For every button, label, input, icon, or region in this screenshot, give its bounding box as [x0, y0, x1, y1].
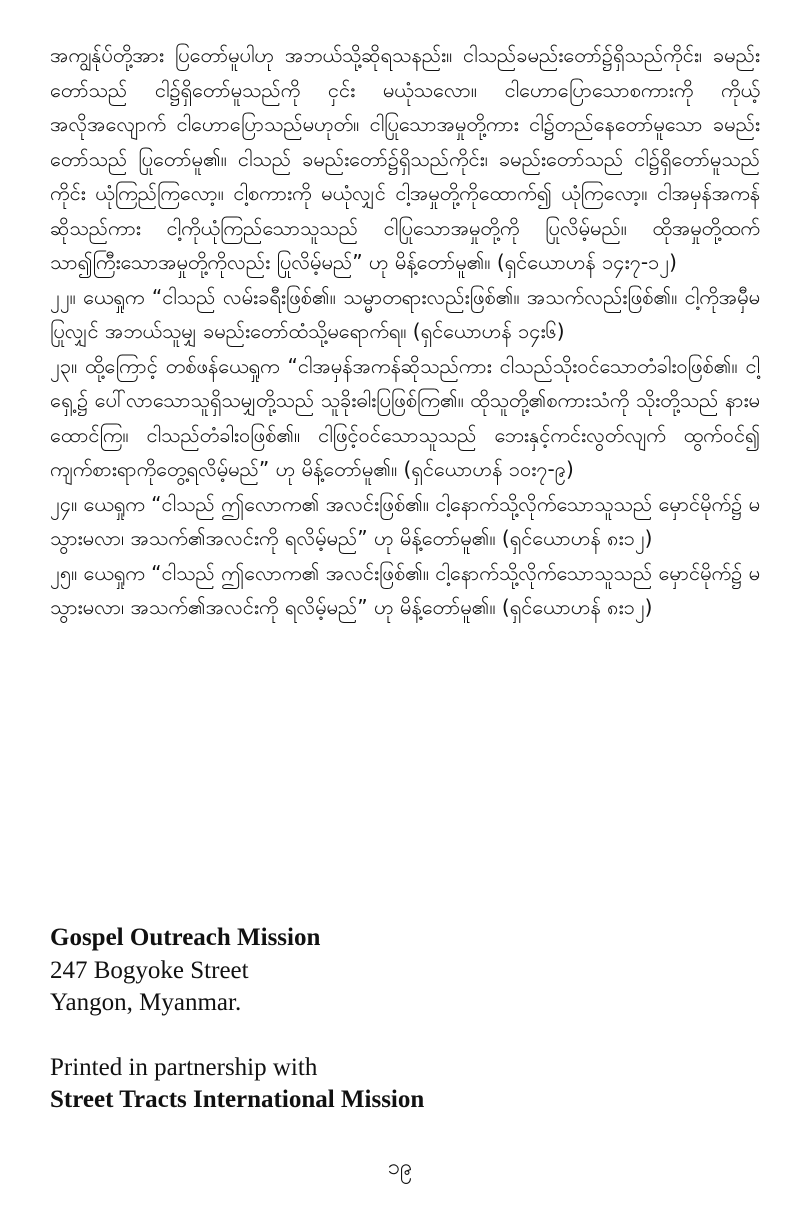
- partner-name: Street Tracts International Mission: [50, 1086, 425, 1113]
- page-number: ၁၉: [387, 1155, 413, 1180]
- paragraph-23: [50, 349, 760, 487]
- organization-name: Gospel Outreach Mission: [50, 924, 321, 951]
- footer-spacer: [50, 1020, 750, 1052]
- paragraph-24: [50, 487, 760, 556]
- verse-reference: (ရှင်ယောဟန် ၈း၁၂): [501, 595, 653, 619]
- partnership-text: Printed in partnership with: [50, 1053, 318, 1081]
- verse-reference: (ရှင်ယောဟန် ၁၀း၇-၉): [403, 457, 574, 481]
- paragraph-text: အကျွန်ုပ်တို့အား ပြတော်မူပါဟု အဘယ်သို့ဆိုရသနည်း။ ငါသည်ခမည်းတော်၌ရှိသည်ကိုင်း၊ ခမည်းတော်သည် ငါ၌ရှိတော်မူသည်ကို ငှင်း မယုံသလော။ ငါဟောပြောသောစကားကို ကိုယ့်အလိုအလျောက် ငါဟောပြောသည်မဟုတ်။ ငါပြုသောအမှုတို့ကား ငါ၌တည်နေတော်မူသော ခမည်းတော်သည် ပြုတော်မူ၏။ ငါသည် ခမည်းတော်၌ရှိသည်ကိုင်း၊ ခမည်းတော်သည် ငါ၌ရှိတော်မူသည်ကိုင်း ယုံကြည်ကြလော့။ ငါ့စကားကို မယုံလျှင် ငါ့အမှုတို့ကိုထောက်၍ ယုံကြလော့။ ငါအမှန်အကန် ဆိုသည်ကား ငါ့ကိုယုံကြည်သောသူသည် ငါပြုသောအမှုတို့ကို ပြုလိမ့်မည်။ ထိုအမှုတို့ထက် သာ၍ကြီးသောအမှုတို့ကိုလည်း ပြုလိမ့်မည်” ဟု မိန့်တော်မူ၏။: [50, 43, 760, 274]
- paragraph-text: ၂၄။ ယေရှုက “ငါသည် ဤလောက၏ အလင်းဖြစ်၏။ ငါ့နောက်သို့လိုက်သောသူသည် မှောင်မိုက်၌ မသွားမလာ၊ အသက်၏အလင်းကို ရလိမ့်မည်” ဟု မိန့်တော်မူ၏။: [50, 491, 760, 550]
- paragraph-text: ၂၅။ ယေရှုက “ငါသည် ဤလောက၏ အလင်းဖြစ်၏။ ငါ့နောက်သို့လိုက်သောသူသည် မှောင်မိုက်၌ မသွားမလာ၊ အသက်၏အလင်းကို ရလိမ့်မည်” ဟု မိန့်တော်မူ၏။: [50, 560, 760, 619]
- paragraph-text: ၂၃။ ထို့ကြောင့် တစ်ဖန်ယေရှုက “ငါအမှန်အကန်ဆိုသည်ကား ငါသည်သိုးဝင်သောတံခါးဝဖြစ်၏။ ငါ့ရှေ့၌ ပေါ်လာသောသူရှိသမျှတို့သည် သူခိုးဓါးပြဖြစ်ကြ၏။ ထိုသူတို့၏စကားသံကို သိုးတို့သည် နားမထောင်ကြ။ ငါသည်တံခါးဝဖြစ်၏။ ငါဖြင့်ဝင်သောသူသည် ဘေးနှင့်ကင်းလွတ်လျက် ထွက်ဝင်၍ ကျက်စားရာကိုတွေ့ရလိမ့်မည်” ဟု မိန့်တော်မူ၏။: [50, 353, 760, 481]
- publisher-footer: [50, 922, 750, 1117]
- paragraph-21: [50, 38, 760, 280]
- verse-reference: (ရှင်ယောဟန် ၁၄း၇-၁၂): [496, 250, 677, 274]
- scripture-body: [50, 38, 760, 625]
- address-line-2: Yangon, Myanmar.: [50, 989, 242, 1016]
- address-line-1: 247 Bogyoke Street: [50, 956, 249, 984]
- verse-reference: (ရှင်ယောဟန် ၈း၁၂): [501, 526, 653, 550]
- verse-reference: (ရှင်ယောဟန် ၁၄း၆): [412, 319, 565, 343]
- paragraph-22: [50, 280, 760, 349]
- paragraph-25: [50, 556, 760, 625]
- paragraph-text: ၂၂။ ယေရှုက “ငါသည် လမ်းခရီးဖြစ်၏။ သမ္မာတရားလည်းဖြစ်၏။ အသက်လည်းဖြစ်၏။ ငါ့ကိုအမှီမပြုလျှင် အဘယ်သူမျှ ခမည်းတော်ထံသို့မရောက်ရ။: [50, 284, 760, 343]
